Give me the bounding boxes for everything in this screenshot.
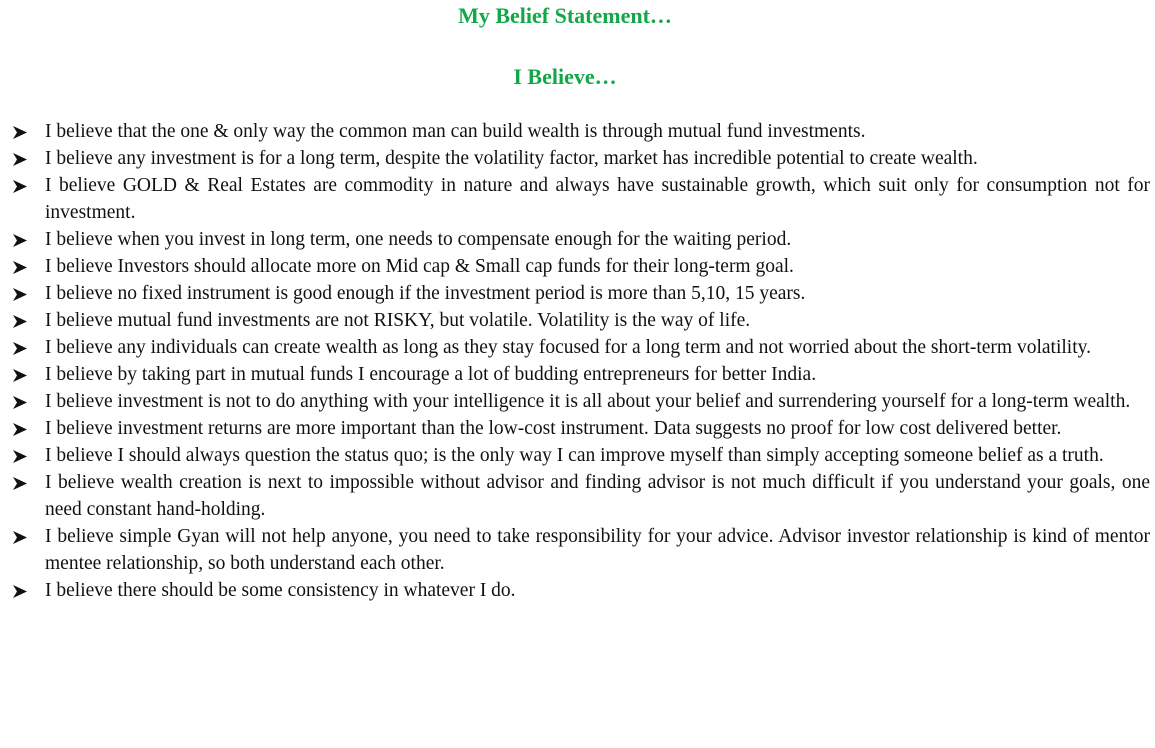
arrowhead-bullet-icon <box>13 388 33 415</box>
arrowhead-bullet-icon <box>13 361 33 388</box>
arrowhead-bullet-icon <box>13 577 33 604</box>
belief-text: I believe GOLD & Real Estates are commodity in nature and always have sustainable growth, which suit only for consumption not for investment. <box>45 175 1150 223</box>
belief-item <box>0 226 1155 253</box>
belief-text: I believe by taking part in mutual funds I encourage a lot of budding entrepreneurs for better India. <box>45 364 817 385</box>
arrowhead-bullet-icon <box>13 523 33 550</box>
belief-text: I believe there should be some consistency in whatever I do. <box>45 580 516 601</box>
arrowhead-bullet-icon <box>13 469 33 496</box>
belief-text: I believe when you invest in long term, one needs to compensate enough for the waiting period. <box>45 229 792 250</box>
belief-text: I believe wealth creation is next to impossible without advisor and finding advisor is not much difficult if you understand your goals, one need constant hand-holding. <box>45 472 1150 520</box>
belief-item <box>0 145 1155 172</box>
belief-item <box>0 523 1155 577</box>
belief-item <box>0 442 1155 469</box>
arrowhead-bullet-icon <box>13 442 33 469</box>
belief-item <box>0 172 1155 226</box>
document-subtitle: I Believe… <box>513 64 617 89</box>
belief-list <box>0 118 1155 604</box>
belief-item <box>0 118 1155 145</box>
belief-text: I believe no fixed instrument is good enough if the investment period is more than 5,10, 15 years. <box>45 283 806 304</box>
belief-item <box>0 253 1155 280</box>
belief-item <box>0 469 1155 523</box>
arrowhead-bullet-icon <box>13 307 33 334</box>
belief-item <box>0 388 1155 415</box>
arrowhead-bullet-icon <box>13 280 33 307</box>
arrowhead-bullet-icon <box>13 118 33 145</box>
belief-text: I believe mutual fund investments are not RISKY, but volatile. Volatility is the way of life. <box>45 310 751 331</box>
belief-text: I believe any investment is for a long term, despite the volatility factor, market has incredible potential to create wealth. <box>45 148 978 169</box>
arrowhead-bullet-icon <box>13 145 33 172</box>
document-title: My Belief Statement… <box>458 3 672 28</box>
belief-text: I believe Investors should allocate more on Mid cap & Small cap funds for their long-term goal. <box>45 256 794 277</box>
belief-text: I believe that the one & only way the common man can build wealth is through mutual fund investments. <box>45 121 866 142</box>
arrowhead-bullet-icon <box>13 253 33 280</box>
belief-text: I believe I should always question the status quo; is the only way I can improve myself than simply accepting someone belief as a truth. <box>45 445 1104 466</box>
belief-text: I believe simple Gyan will not help anyone, you need to take responsibility for your advice. Advisor investor relationship is kind of mentor mentee relationship, so both understand each other. <box>45 526 1150 574</box>
belief-item <box>0 280 1155 307</box>
belief-text: I believe investment returns are more important than the low-cost instrument. Data suggests no proof for low cost delivered better. <box>45 418 1062 439</box>
arrowhead-bullet-icon <box>13 415 33 442</box>
belief-item <box>0 577 1155 604</box>
arrowhead-bullet-icon <box>13 226 33 253</box>
belief-text: I believe investment is not to do anything with your intelligence it is all about your belief and surrendering yourself for a long-term wealth. <box>45 391 1131 412</box>
belief-item <box>0 361 1155 388</box>
belief-item <box>0 334 1155 361</box>
belief-text: I believe any individuals can create wealth as long as they stay focused for a long term and not worried about the short-term volatility. <box>45 337 1091 358</box>
belief-item <box>0 307 1155 334</box>
belief-item <box>0 415 1155 442</box>
arrowhead-bullet-icon <box>13 172 33 199</box>
arrowhead-bullet-icon <box>13 334 33 361</box>
